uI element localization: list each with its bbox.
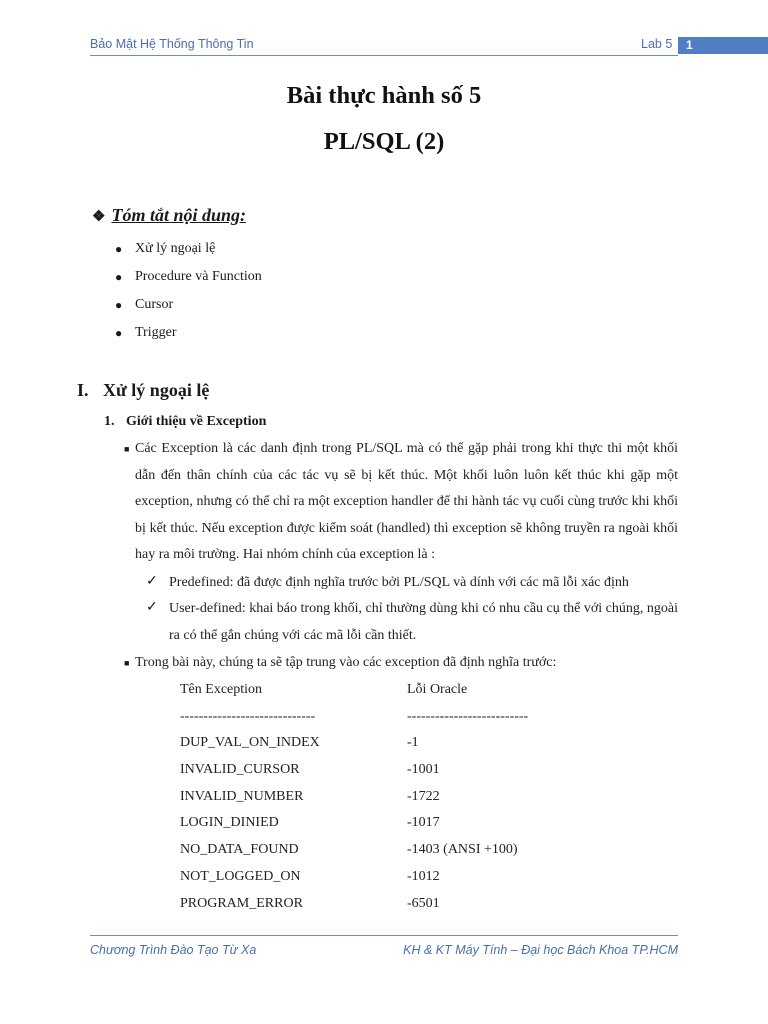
summary-heading [92,205,246,226]
table-cell: INVALID_CURSOR [180,762,300,778]
diamond-bullet-icon: ❖ [92,209,106,225]
bullet-icon: ● [115,242,123,256]
page-number: 1 [686,38,693,52]
table-header: Tên Exception [180,682,263,697]
user-defined-item: User-defined: khai báo trong khối, chỉ thường dùng khi có nhu cầu cụ thể với chúng, ngoài ra có thể gắn chúng với các mã lỗi cần thiết. [169,601,678,643]
header-lab-label: Lab 5 [641,37,673,51]
table-cell: -1012 [407,868,440,884]
table-cell: -1403 (ANSI +100) [407,842,518,858]
summary-heading-text: Tóm tắt nội dung: [111,205,246,225]
table-cell: -6501 [407,895,440,911]
bullet-icon: ● [115,298,123,312]
header-divider [90,55,678,56]
page-number-box [678,37,768,54]
checkmark-icon: ✓ [146,600,158,615]
footer-divider [90,935,678,936]
predefined-item: Predefined: đã được định nghĩa trước bởi PL/SQL và dính với các mã lỗi xác định [169,575,629,590]
oracle-error-column [407,677,528,917]
exception-name-column [180,677,320,917]
section-heading: I. Xử lý ngoại lệ [77,380,210,400]
bullet-icon: ● [115,326,123,340]
square-bullet-icon: ■ [124,658,130,668]
table-separator: ----------------------------- [180,708,316,724]
page-title: Bài thực hành số 5 [286,82,482,109]
square-bullet-icon: ■ [124,444,130,454]
focus-paragraph: Trong bài này, chúng ta sẽ tập trung vào các exception đã định nghĩa trước: [135,655,557,670]
table-cell: PROGRAM_ERROR [180,895,303,911]
table-cell: -1001 [407,762,440,778]
header-doc-title: Bảo Mật Hệ Thống Thông Tin [90,37,254,51]
bullet-icon: ● [115,270,123,284]
subsection-heading: 1. Giới thiệu về Exception [104,414,267,429]
table-header: Lỗi Oracle [407,682,468,697]
table-separator: -------------------------- [407,708,529,724]
table-cell: NO_DATA_FOUND [180,842,299,858]
table-cell: DUP_VAL_ON_INDEX [180,735,320,751]
footer-university: KH & KT Máy Tính – Đại học Bách Khoa TP.HCM [403,943,678,957]
table-cell: -1722 [407,788,440,804]
intro-paragraph: Các Exception là các danh định trong PL/SQL mà có thể gặp phải trong khi thực thi một khối dẫn đến thân chính của các tác vụ sẽ bị kết thúc. Một khối luôn luôn kết thúc khi gặp một exception, nhưng có thể chỉ ra một exception handler để thi hành tác vụ cuối cùng trước khi khối bị kết thúc. Nếu exception được kiểm soát (handled) thì exception sẽ không truyền ra ngoài khối hay ra môi trường. Hai nhóm chính của exception là : [135,441,678,562]
table-cell: -1017 [407,815,440,831]
page-subtitle: PL/SQL (2) [323,128,445,155]
checkmark-icon: ✓ [146,574,158,589]
table-cell: INVALID_NUMBER [180,788,304,804]
table-cell: NOT_LOGGED_ON [180,868,301,884]
table-cell: -1 [407,735,419,751]
table-cell: LOGIN_DINIED [180,815,279,831]
footer-program: Chương Trình Đào Tạo Từ Xa [90,943,257,957]
